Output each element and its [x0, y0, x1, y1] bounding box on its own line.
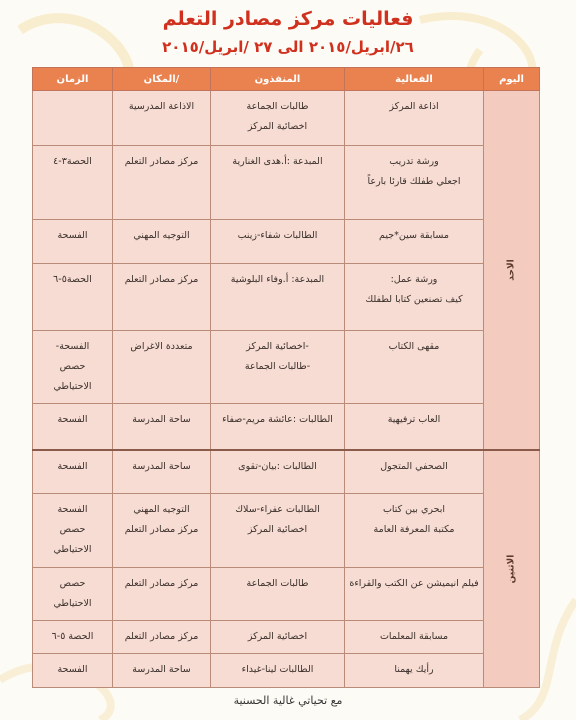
activity-text: ابحري بين كتاب	[382, 504, 446, 515]
performers-cell	[211, 450, 345, 494]
table-row	[33, 264, 540, 331]
page-subtitle: ٢٦/ابريل/٢٠١٥ الى ٢٧ /ابريل/٢٠١٥	[162, 38, 414, 56]
activity-text: رأيك يهمنا	[394, 664, 434, 675]
place-cell	[113, 220, 211, 264]
time-cell	[33, 91, 113, 146]
place-text: متعددة الاغراض	[130, 341, 193, 352]
day-label: الاثنين	[506, 554, 517, 584]
performers-text: طالبات الجماعة	[246, 578, 309, 589]
place-cell	[113, 621, 211, 654]
time-cell	[33, 264, 113, 331]
day-cell	[484, 450, 540, 688]
place-text: مركز مصادر التعلم	[124, 524, 199, 535]
day-cell	[484, 91, 540, 450]
footer-signature: مع تحياتي غالية الحسنية	[233, 694, 343, 707]
schedule-table	[32, 67, 540, 688]
time-text: حصص	[59, 578, 86, 589]
place-text: مركز مصادر التعلم	[124, 631, 199, 642]
performers-text: اخصائية المركز	[247, 631, 308, 642]
table-row	[33, 450, 540, 494]
activity-text: العاب ترفيهية	[387, 414, 441, 425]
performers-text: طالبات الجماعة	[246, 101, 309, 112]
time-cell	[33, 404, 113, 450]
table-row	[33, 220, 540, 264]
place-text: مركز مصادر التعلم	[124, 578, 199, 589]
place-cell	[113, 331, 211, 404]
performers-text: الطالبات شفاء-زينب	[237, 230, 318, 241]
table-row	[33, 146, 540, 220]
table-header-row	[33, 68, 540, 91]
table-row	[33, 494, 540, 568]
activity-text: اجعلي طفلك قارئا بارعاً	[367, 176, 461, 187]
time-text: الفسحة-	[55, 341, 90, 352]
activity-text: ورشة تدريب	[389, 156, 439, 167]
activity-cell	[345, 494, 484, 568]
place-text: ساحة المدرسة	[132, 664, 191, 675]
place-cell	[113, 568, 211, 621]
activity-text: مسابقة سين*جيم	[379, 230, 449, 241]
time-cell	[33, 331, 113, 404]
place-cell	[113, 404, 211, 450]
performers-text: الطالبات :بيان-تقوى	[238, 460, 317, 472]
time-cell	[33, 494, 113, 568]
place-cell	[113, 494, 211, 568]
performers-cell	[211, 494, 345, 568]
time-text: الحصة٥-٦	[53, 274, 92, 285]
activity-text: كيف تصنعين كتابا لطفلك	[365, 294, 463, 305]
activity-cell	[345, 450, 484, 494]
day-label: الاحد	[506, 259, 517, 281]
performers-text: المبدعة: أ.وفاء البلوشية	[230, 274, 325, 285]
performers-text: اخصائية المركز	[247, 121, 308, 132]
time-cell	[33, 654, 113, 688]
time-text: الفسحة	[57, 230, 88, 241]
activity-text: الصحفي المتجول	[380, 460, 448, 472]
column-header-time: الزمان	[33, 68, 113, 91]
table-row	[33, 331, 540, 404]
page-title: فعاليات مركز مصادر التعلم	[162, 8, 414, 30]
table-row	[33, 621, 540, 654]
activity-text: ورشة عمل:	[390, 274, 438, 285]
time-text: الاحتياطي	[53, 598, 92, 609]
time-cell	[33, 146, 113, 220]
performers-cell	[211, 621, 345, 654]
column-header-place: /المكان	[113, 68, 211, 91]
column-header-activity: الفعالية	[345, 68, 484, 91]
activity-cell	[345, 91, 484, 146]
table-row	[33, 91, 540, 146]
time-cell	[33, 220, 113, 264]
place-text: التوجيه المهني	[133, 504, 190, 515]
place-cell	[113, 654, 211, 688]
time-text: الحصة٣-٤	[53, 156, 92, 167]
time-text: الفسحة	[57, 664, 88, 675]
time-cell	[33, 621, 113, 654]
table-row	[33, 654, 540, 688]
activity-text: فيلم انيميشن عن الكتب والقراءة	[349, 578, 479, 589]
performers-text: الطالبات :عائشة مريم-صفاء	[222, 414, 333, 425]
performers-text: الطالبات لينا-غيداء	[241, 664, 314, 675]
place-cell	[113, 91, 211, 146]
column-header-day: اليوم	[484, 68, 540, 91]
activity-text: اذاعة المركز	[389, 101, 439, 112]
performers-text: -طالبات الجماعة	[244, 361, 311, 372]
activity-cell	[345, 654, 484, 688]
table-row	[33, 404, 540, 450]
place-text: التوجيه المهني	[133, 230, 190, 241]
time-text: حصص	[59, 524, 86, 535]
time-text: الفسحة	[57, 504, 88, 515]
schedule-table-wrapper	[33, 67, 540, 688]
time-cell	[33, 568, 113, 621]
time-cell	[33, 450, 113, 494]
performers-text: الطالبات عفراء-سلاك	[235, 504, 320, 515]
time-text: الحصة ٥-٦	[51, 631, 94, 642]
performers-cell	[211, 568, 345, 621]
place-text: مركز مصادر التعلم	[124, 156, 199, 167]
time-text: الاحتياطي	[53, 381, 92, 392]
performers-cell	[211, 264, 345, 331]
performers-text: -اخصائية المركز	[246, 341, 309, 352]
activity-cell	[345, 568, 484, 621]
performers-text: المبدعة :أ.هدى الغنارية	[232, 156, 323, 167]
table-body	[33, 91, 540, 688]
column-header-performers: المنفذون	[211, 68, 345, 91]
performers-cell	[211, 91, 345, 146]
activity-cell	[345, 621, 484, 654]
activity-cell	[345, 331, 484, 404]
time-text: الفسحة	[57, 460, 88, 472]
activity-text: مسابقة المعلمات	[379, 631, 449, 642]
activity-text: مقهى الكتاب	[388, 341, 440, 352]
place-cell	[113, 450, 211, 494]
performers-cell	[211, 331, 345, 404]
place-cell	[113, 146, 211, 220]
place-text: الاذاعة المدرسية	[128, 101, 195, 112]
activity-cell	[345, 146, 484, 220]
time-text: حصص	[59, 361, 86, 372]
place-text: ساحة المدرسة	[132, 460, 191, 472]
activity-cell	[345, 404, 484, 450]
time-text: الفسحة	[57, 414, 88, 425]
place-text: مركز مصادر التعلم	[124, 274, 199, 285]
performers-cell	[211, 654, 345, 688]
performers-cell	[211, 220, 345, 264]
performers-text: اخصائية المركز	[247, 524, 308, 535]
place-text: ساحة المدرسة	[132, 414, 191, 425]
place-cell	[113, 264, 211, 331]
performers-cell	[211, 146, 345, 220]
performers-cell	[211, 404, 345, 450]
activity-cell	[345, 264, 484, 331]
time-text: الاحتياطي	[53, 544, 92, 555]
activity-text: مكتبة المعرفة العامة	[373, 524, 455, 535]
activity-cell	[345, 220, 484, 264]
table-row	[33, 568, 540, 621]
